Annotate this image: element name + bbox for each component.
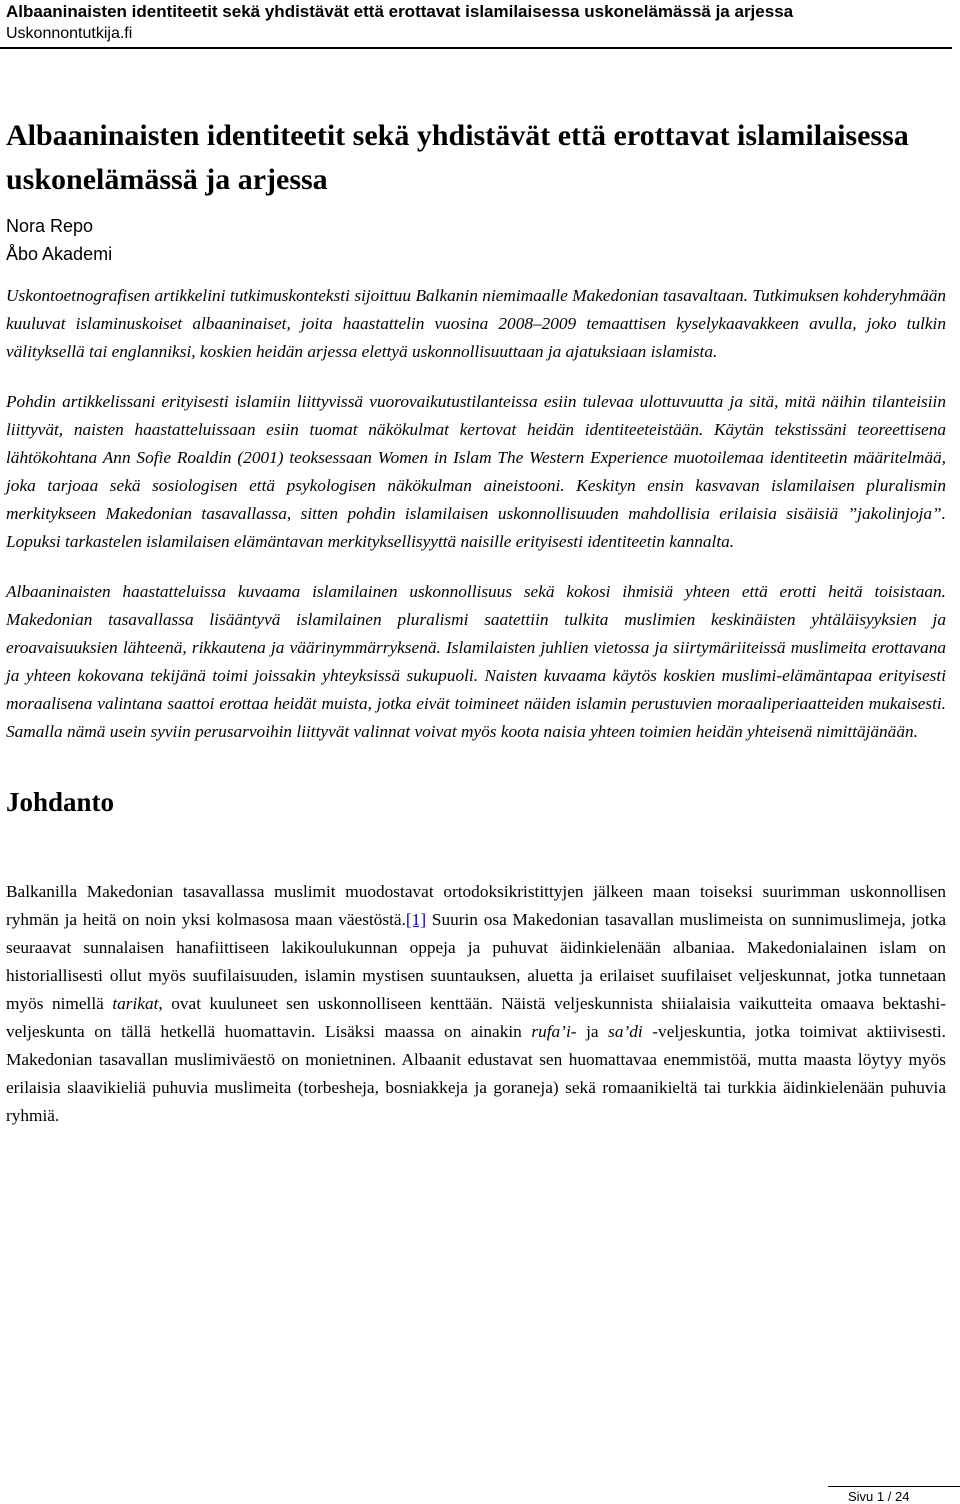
footnote-link-1[interactable]: [1] bbox=[405, 910, 427, 929]
abstract-paragraph-3: Albaaninaisten haastatteluissa kuvaama islamilainen uskonnollisuus sekä kokosi ihmisiä yhteen että erotti heitä toisistaan. Makedonian tasavallassa lisääntyvä islamilainen pluralismi saatettiin tulkita muslimien keskinäisten yhtäläisyyksien ja eroavaisuuksien lähteenä, rikkautena ja väärinymmärryksenä. Islamilaisten juhlien vietossa ja siirtymäriiteissä muslimeita erottavana ja yhteen kokovana tekijänä toimi joissakin yhteyksissä sukupuoli. Naisten kuvaama käytös koskien muslimi-elämäntapaa erityisesti moraalisena valintana saattoi erottaa heidät muista, jotka eivät toimineet näiden islamin perustuvien moraaliperiaatteiden mukaisesti. Samalla nämä usein syviin perusarvoihin liittyvät valinnat voivat myös koota naisia yhteen toimien heidän yhteisenä nimittäjänään. bbox=[6, 582, 946, 741]
intro-text-2: Suurin osa Makedonian tasavallan muslimeista on sunnimuslimeja, jotka seuraavat sunnalaisen hanafiittiseen lakikoulukunnan oppeja ja puhuvat äidinkielenään albaniaa. Makedonialainen islam on historiallisesti ollut myös suufilaisuuden, islamin mystisen suuntauksen, aluetta ja erilaiset suufilaiset veljeskunnat, jotka tunnetaan myös nimellä bbox=[6, 910, 947, 1013]
abstract-paragraph-2: Pohdin artikkelissani erityisesti islamiin liittyvissä vuorovaikutustilanteissa esiin tulevaa ulottuvuutta ja sitä, mitä näihin tilanteisiin liittyvät, naisten haastatteluissaan esiin tuomat näkökulmat kertovat heidän identiteeteistään. Käytän tekstissäni teoreettisena lähtökohtana Ann Sofie Roaldin (2001) teoksessaan Women in Islam The Western Experience muotoilemaa identiteetin määritelmää, joka tarjoaa sekä sosiologisen että psykologisen näkökulman aineistooni. Keskityn ensin kasvavan islamilaisen pluralismin merkitykseen Makedonian tasavallassa, sitten pohdin islamilaisen uskonnollisuuden mahdollisia erilaisia sisäisiä ”jakolinjoja”. Lopuksi tarkastelen islamilaisen elämäntavan merkityksellisyyttä naisille erityisesti identiteetin kannalta. bbox=[6, 392, 946, 551]
author-name: Nora Repo bbox=[6, 216, 94, 236]
article-title: Albaaninaisten identiteetit sekä yhdistävät että erottavat islamilaisessa uskonelämässä ja arjessa bbox=[6, 119, 909, 196]
intro-text-5: -veljeskuntia, jotka toimivat aktiivisesti. Makedonian tasavallan muslimiväestö on monietninen. Albaanit edustavat sen huomattavaa enemmistöä, mutta maasta löytyy myös erilaisia slaavikieliä puhuvia muslimeita (torbesheja, bosniakkeja ja goraneja) sekä romaanikieltä tai turkkia äidinkielenään puhuvia ryhmiä. bbox=[6, 1022, 946, 1125]
header-site-name: Uskonnontutkija.fi bbox=[6, 25, 133, 42]
term-rufai: rufa’i bbox=[531, 1022, 571, 1041]
page-number: Sivu 1 / 24 bbox=[848, 1489, 910, 1504]
intro-text-3: , ovat kuuluneet sen uskonnolliseen kenttään. Näistä veljeskunnista shiialaisia vaikutteita omaava bektashi-veljeskunta on tällä hetkellä huomattavin. Lisäksi maassa on ainakin bbox=[6, 994, 946, 1041]
abstract-paragraph-1: Uskontoetnografisen artikkelini tutkimuskonteksti sijoittuu Balkanin niemimaalle Makedonian tasavaltaan. Tutkimuksen kohderyhmään kuuluvat islaminuskoiset albaaninaiset, joita haastattelin vuosina 2008–2009 temaattisen kyselykaavakkeen avulla, joko tulkin välityksellä tai englanniksi, koskien heidän arjessa elettyä uskonnollisuuttaan ja ajatuksiaan islamista. bbox=[6, 286, 946, 361]
header-divider bbox=[0, 47, 952, 49]
page-header bbox=[6, 0, 956, 45]
author-block bbox=[6, 212, 946, 268]
introduction-paragraph bbox=[6, 878, 946, 1130]
intro-text-1: Balkanilla Makedonian tasavallassa muslimit muodostavat ortodoksikristittyjen jälkeen maan toiseksi suurimman uskonnollisen ryhmän ja heitä on noin yksi kolmasosa maan väestöstä. bbox=[6, 882, 946, 929]
header-title: Albaaninaisten identiteetit sekä yhdistävät että erottavat islamilaisessa uskonelämässä ja arjessa bbox=[6, 2, 794, 21]
article-body bbox=[6, 114, 946, 1130]
intro-text-4: - ja bbox=[570, 1022, 609, 1041]
footer-divider bbox=[828, 1486, 960, 1487]
section-heading-introduction: Johdanto bbox=[6, 787, 115, 817]
term-tarikat: tarikat bbox=[112, 994, 159, 1013]
term-sadi: sa’di bbox=[608, 1022, 643, 1041]
author-affiliation: Åbo Akademi bbox=[6, 244, 113, 264]
